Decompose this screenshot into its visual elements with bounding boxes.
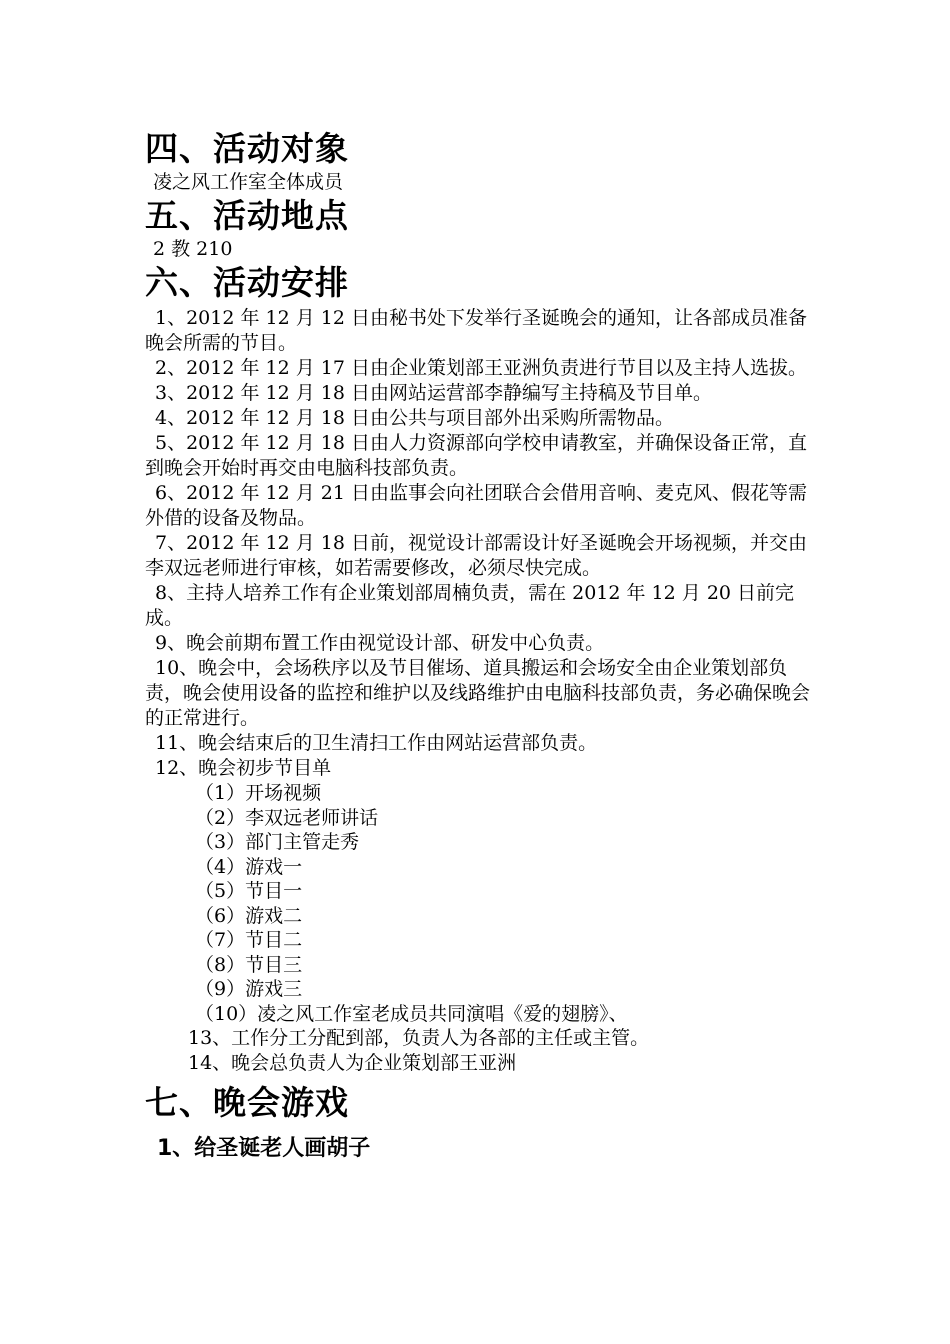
location-text: 2 教 210 <box>153 238 233 260</box>
list-item: 12、晚会初步节目单 <box>155 757 332 779</box>
program-item: （8）节目三 <box>195 953 303 976</box>
games-subheading: 1、给圣诞老人画胡子 <box>157 1136 371 1161</box>
program-item: （6）游戏二 <box>195 904 303 927</box>
list-item: 3、2012 年 12 月 18 日由网站运营部李静编写主持稿及节目单。 <box>155 382 712 404</box>
program-list <box>145 781 825 1026</box>
program-item: （4）游戏一 <box>195 855 303 878</box>
list-item: 13、工作分工分配到部，负责人为各部的主任或主管。 <box>188 1027 650 1049</box>
list-item: 11、晚会结束后的卫生清扫工作由网站运营部负责。 <box>155 732 598 754</box>
program-item: （2）李双远老师讲话 <box>195 806 379 829</box>
section-heading-target-audience: 四、活动对象 <box>145 129 349 168</box>
target-audience-text: 凌之风工作室全体成员 <box>153 171 344 193</box>
arrangement-list <box>145 306 825 781</box>
list-item: 1、2012 年 12 月 12 日由秘书处下发举行圣诞晚会的通知，让各部成员准备晚会所需的节目。 <box>145 307 807 354</box>
program-item: （10）凌之风工作室老成员共同演唱《爱的翅膀》、 <box>195 1002 628 1025</box>
list-item: 2、2012 年 12 月 17 日由企业策划部王亚洲负责进行节目以及主持人选拔。 <box>155 357 807 379</box>
section-heading-location: 五、活动地点 <box>145 196 349 235</box>
program-item: （9）游戏三 <box>195 978 303 1000</box>
program-item: （7）节目二 <box>195 929 303 951</box>
program-item: （5）节目一 <box>195 880 303 902</box>
list-item: 9、晚会前期布置工作由视觉设计部、研发中心负责。 <box>155 632 605 654</box>
section-heading-arrangement: 六、活动安排 <box>145 263 349 302</box>
list-item: 14、晚会总负责人为企业策划部王亚洲 <box>188 1052 517 1074</box>
list-item: 10、晚会中，会场秩序以及节目催场、道具搬运和会场安全由企业策划部负责，晚会使用设备的监控和维护以及线路维护由电脑科技部负责，务必确保晚会的正常进行。 <box>145 657 811 729</box>
list-item: 7、2012 年 12 月 18 日前，视觉设计部需设计好圣诞晚会开场视频，并交由李双远老师进行审核，如若需要修改，必须尽快完成。 <box>145 532 807 579</box>
list-item: 6、2012 年 12 月 21 日由监事会向社团联合会借用音响、麦克风、假花等需外借的设备及物品。 <box>145 482 807 529</box>
list-item: 4、2012 年 12 月 18 日由公共与项目部外出采购所需物品。 <box>155 407 674 429</box>
tail-list <box>145 1026 825 1076</box>
program-item: （3）部门主管走秀 <box>195 831 360 853</box>
list-item: 5、2012 年 12 月 18 日由人力资源部向学校申请教室，并确保设备正常，直到晚会开始时再交由电脑科技部负责。 <box>145 432 807 479</box>
document-content <box>145 128 825 1164</box>
list-item: 8、主持人培养工作有企业策划部周楠负责，需在 2012 年 12 月 20 日前完成。 <box>145 582 795 629</box>
program-item: （1）开场视频 <box>195 782 322 804</box>
section-heading-games: 七、晚会游戏 <box>145 1083 349 1122</box>
